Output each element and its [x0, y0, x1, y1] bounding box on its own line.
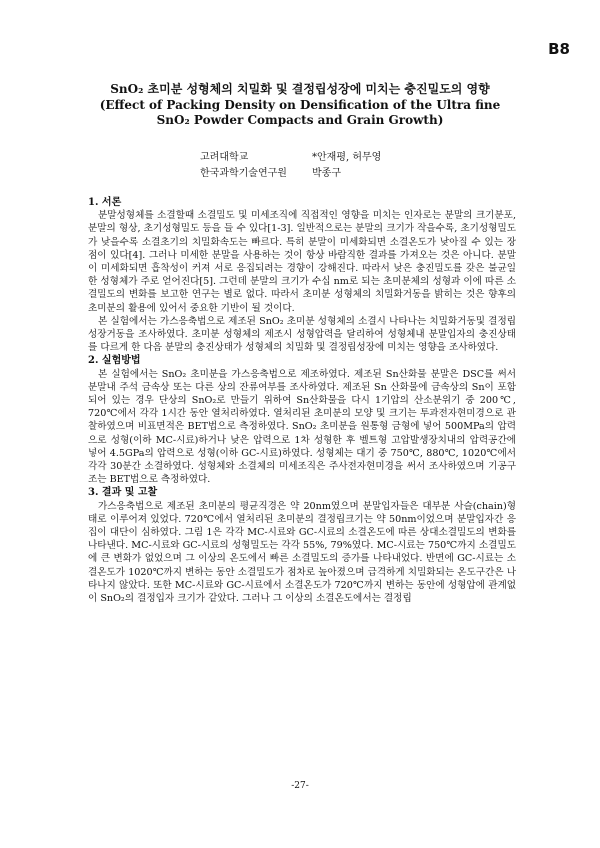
intro-paragraph: 분말성형체를 소결할때 소결밀도 및 미세조직에 직접적인 영향을 미치는 인자로는 분말의 크기분포, 분말의 형상, 초기성형밀도 등을 들 수 있다[1-3]. 일반적으로는 분말의 크기가 작을수록, 초기성형밀도가 낮을수록 소결초기의 치밀화속도는 빠르다. 특히 분말이 미세화되면 소결온도가 낮아질 수 있는 장점이 있다[4]. 그러나 미세한 분말을 사용하는 것이 항상 바람직한 결과를 가져오는 것은 아니다. 분말이 미세화되면 흡착성이 커져 서로 응집되려는 경향이 강해진다. 따라서 낮은 충진밀도를 갖은 불균일한 성형체가 주로 얻어진다[5]. 그런데 분말의 크기가 수십 nm로 되는 초미분체의 성형과 이에 따른 소결밀도의 변화를 보고한 연구는 별로 없다. 따라서 초미분 성형체의 치밀화거동을 밝히는 것은 향후의 초미분의 활용에 있어서 중요한 기반이 될 것이다. [88, 210, 516, 314]
paper-body [88, 196, 516, 605]
affiliation-authors: *안재평, 허무영 [312, 152, 382, 163]
english-title-line1: (Effect of Packing Density on Densification of the Ultra fine [99, 98, 501, 112]
section-heading-results: 3. 결과 및 고찰 [88, 487, 158, 499]
korean-title: SnO₂ 초미분 성형체의 치밀화 및 결정립성장에 미치는 충진밀도의 영향 [110, 82, 490, 96]
methods-paragraph: 본 실험에서는 SnO₂ 초미분을 가스응축법으로 제조하였다. 제조된 Sn산화물 분말은 DSC를 써서 분말내 주석 금속상 또는 다른 상의 잔류여부를 조사하였다. 제조된 Sn 산화물에 금속상의 Sn이 포함되어 있는 경우 단상의 SnO₂로 만들기 위하여 Sn산화물을 다시 1기압의 산소분위기 중 200℃, 720℃에서 각각 1시간 동안 열처리하였다. 열처리된 초미분의 모양 및 크기는 투과전자현미경으로 관찰하였으며 비표면적은 BET법으로 측정하였다. SnO₂ 초미분을 원통형 금형에 넣어 500MPa의 압력으로 성형(이하 MC-시료)하거나 낮은 압력으로 1차 성형한 후 벨트형 고압발생장치내의 압력공간에 넣어 4.5GPa의 압력으로 성형(이하 GC-시료)하였다. 성형체는 대기 중 750℃, 880℃, 1020℃에서 각각 30분간 소결하였다. 성형체와 소결체의 미세조직은 주사전자현미경을 써서 조사하였으며 기공구조는 BET법으로 측정하였다. [88, 368, 516, 486]
section-heading-methods: 2. 실험방법 [88, 355, 141, 367]
affiliation-authors: 박종구 [312, 168, 341, 179]
page-number: -27- [291, 781, 309, 791]
intro-paragraph: 본 실험에서는 가스응축법으로 제조된 SnO₂ 초미분 성형체의 소결시 나타나는 치밀화거동및 결정립성장거동을 조사하였다. 초미분 성형체의 제조시 성형압력을 달리하여 성형체내 분말입자의 충진상태를 다르게 한 다음 분말의 충진상태가 성형체의 치밀화 및 결정립성장에 미치는 영향을 조사하였다. [88, 315, 516, 354]
english-title-line2: SnO₂ Powder Compacts and Grain Growth) [156, 113, 444, 127]
results-paragraph: 가스응축법으로 제조된 초미분의 평균직경은 약 20nm였으며 분말입자들은 대부분 사슬(chain)형태로 이루어져 있었다. 720℃에서 열처리된 초미분의 결정립크기는 약 50nm이었으며 분말입자간 응집이 대단이 심하였다. 그림 1은 각각 MC-시료와 GC-시료의 소결온도에 따른 상대소결밀도의 변화를 나타낸다. MC-시료와 GC-시료의 성형밀도는 각각 55%, 79%였다. MC-시료는 750℃까지 소결밀도에 큰 변화가 없었으며 그 이상의 온도에서 빠른 소결밀도의 증가를 나타내었다. 반면에 GC-시료는 소결온도가 1020℃까지 변하는 동안 소결밀도가 점차로 높아졌으며 급격하게 치밀화되는 온도구간은 나타나지 않았다. 또한 MC-시료와 GC-시료에서 소결온도가 720℃까지 변하는 동안에 성형압에 관계없이 SnO₂의 결정입자 크기가 같았다. 그러나 그 이상의 소결온도에서는 결정립 [88, 500, 516, 605]
paper-code: B8 [548, 40, 570, 58]
affiliation-org: 한국과학기술연구원 [200, 168, 287, 179]
affiliation-org: 고려대학교 [200, 152, 249, 163]
section-heading-intro: 1. 서론 [88, 197, 122, 208]
